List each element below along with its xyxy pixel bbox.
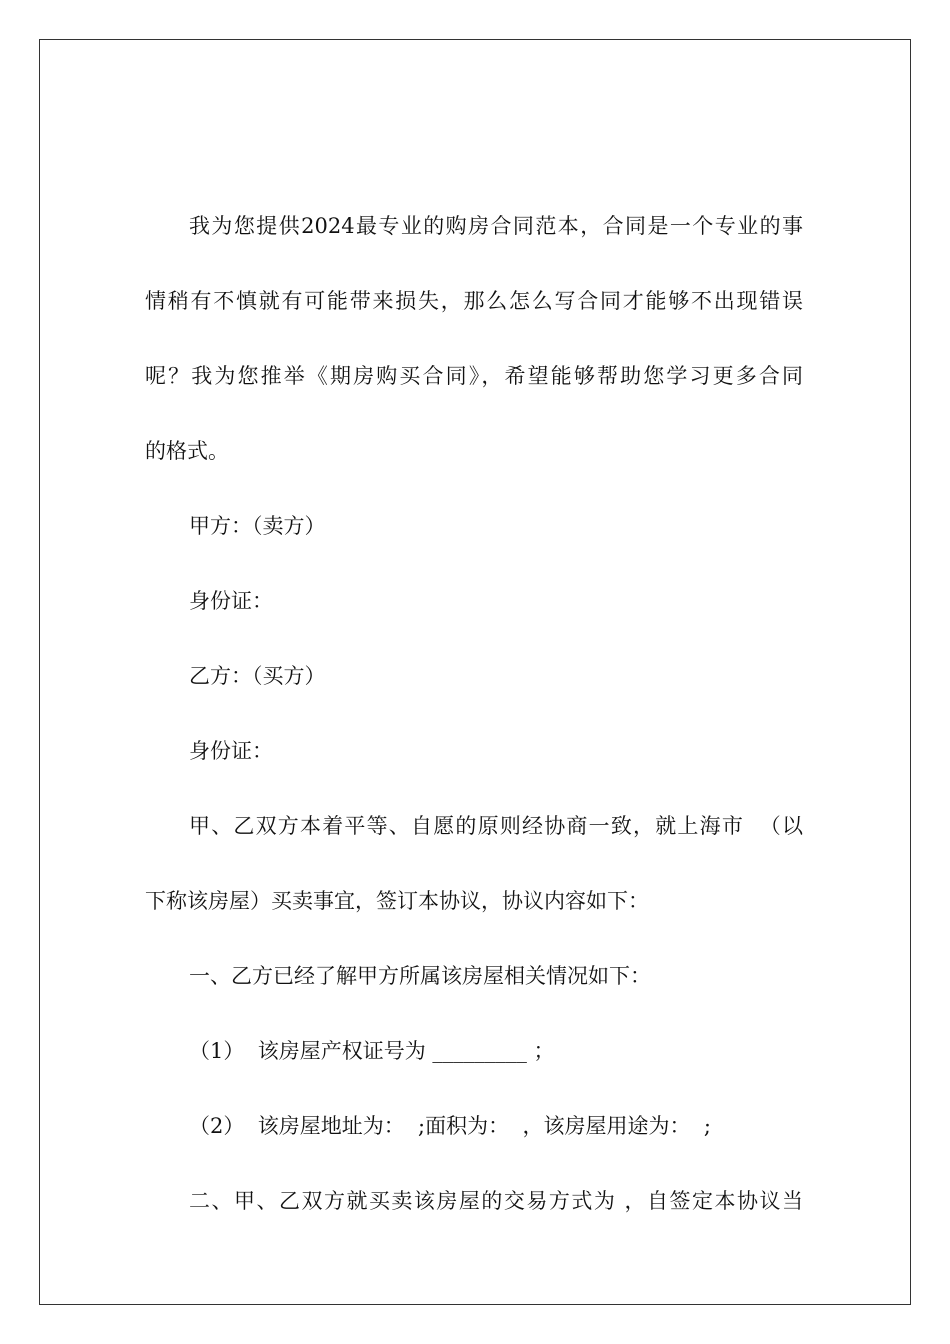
intro-line-3: 呢？我为您推举《期房购买合同》，希望能够帮助您学习更多合同 (145, 364, 803, 388)
clause-one-item-2: （2） 该房屋地址为： ;面积为： ，该房屋用途为： ; (189, 1114, 711, 1138)
party-b-id-label: 身份证： (189, 739, 273, 763)
agreement-line-2: 下称该房屋）买卖事宜，签订本协议，协议内容如下： (145, 889, 649, 913)
intro-line-1: 我为您提供2024最专业的购房合同范本，合同是一个专业的事 (189, 214, 803, 238)
intro-line-2: 情稍有不慎就有可能带来损失，那么怎么写合同才能够不出现错误 (145, 289, 803, 313)
party-a-label: 甲方：（卖方） (189, 514, 326, 538)
clause-one-item-1: （1） 该房屋产权证号为 _________ ； (189, 1039, 555, 1063)
party-b-label: 乙方：（买方） (189, 664, 326, 688)
agreement-line-1: 甲、乙双方本着平等、自愿的原则经协商一致，就上海市 （以 (189, 814, 803, 838)
intro-line-4: 的格式。 (145, 439, 229, 463)
clause-one-heading: 一、乙方已经了解甲方所属该房屋相关情况如下： (189, 964, 651, 988)
party-a-id-label: 身份证： (189, 589, 273, 613)
clause-two-line-1: 二、甲、乙双方就买卖该房屋的交易方式为 ，自签定本协议当 (189, 1189, 803, 1213)
